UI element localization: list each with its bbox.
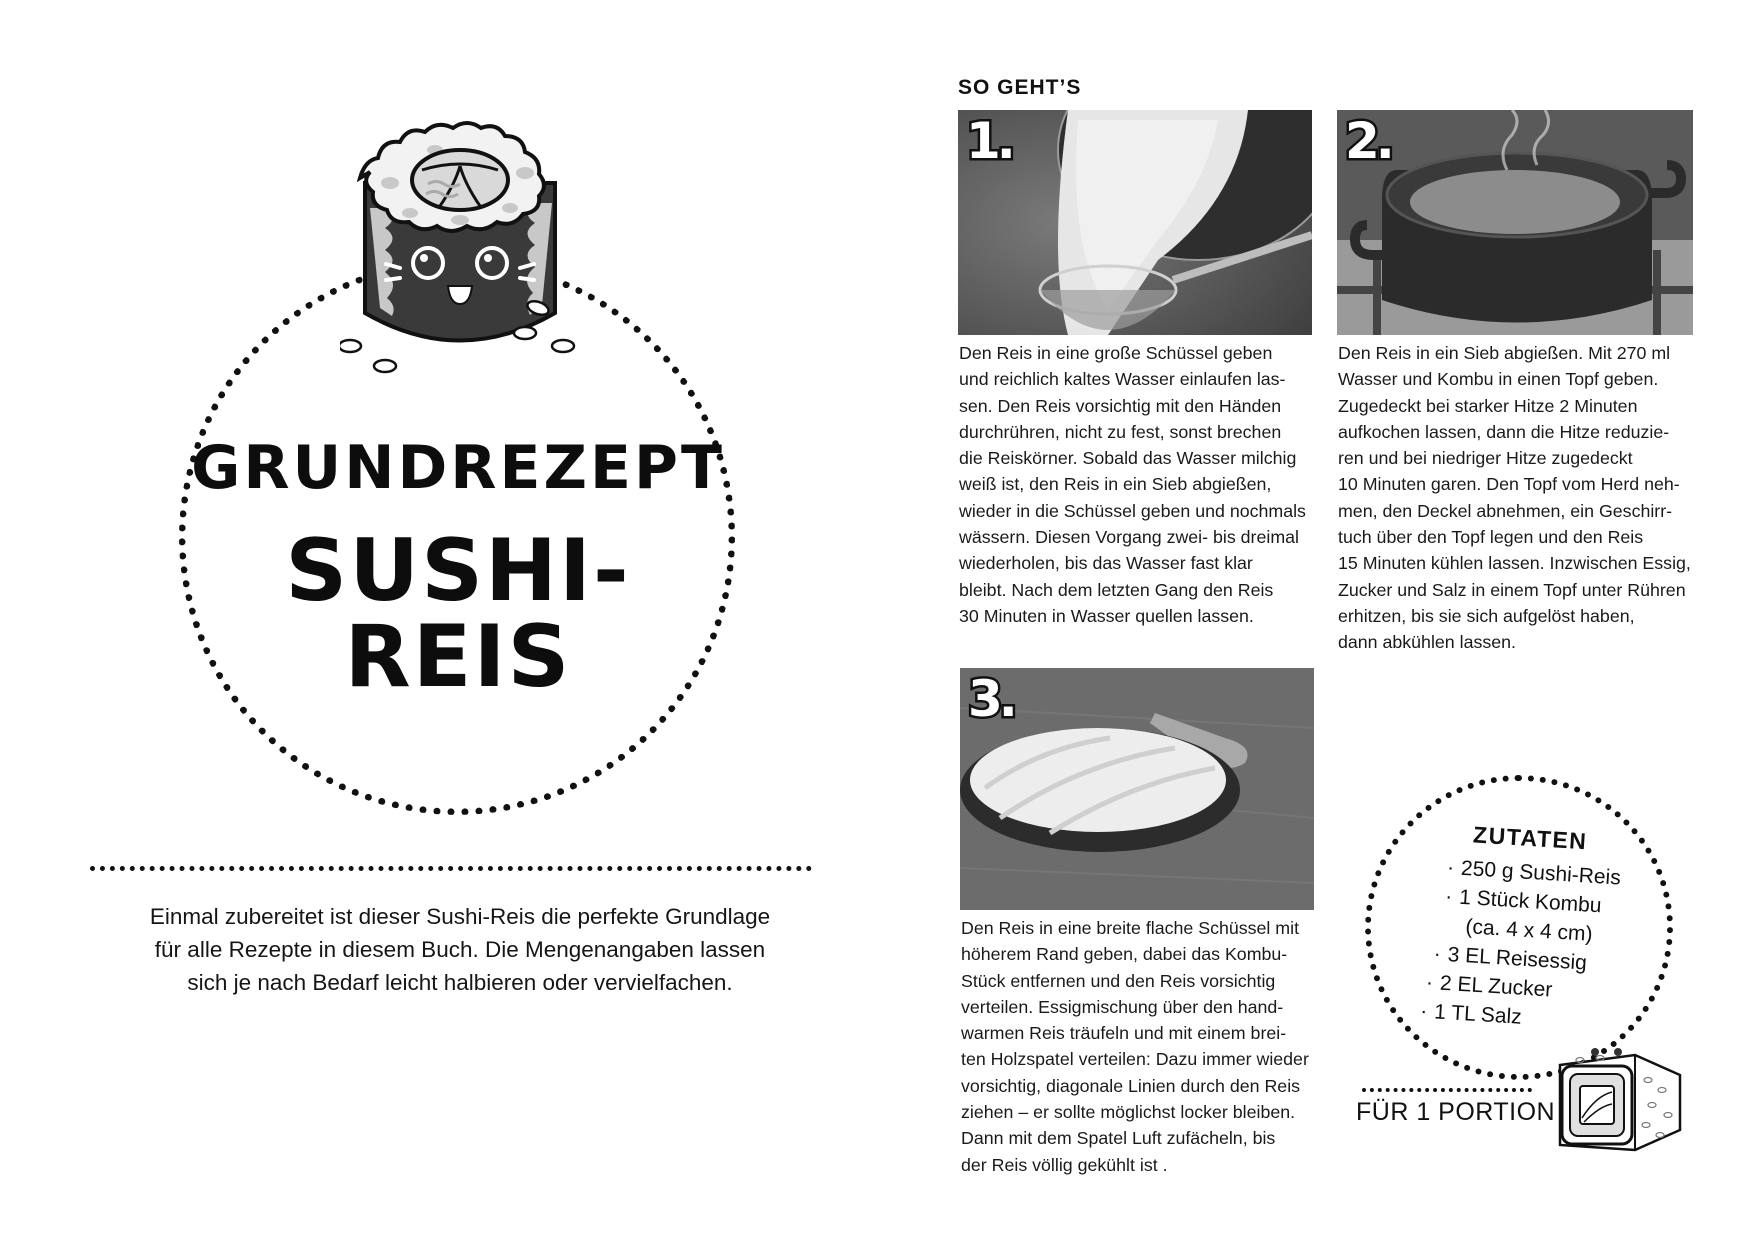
section-heading: SO GEHT’S bbox=[958, 76, 1082, 99]
step-2-photo bbox=[1337, 110, 1693, 335]
ingredients-list bbox=[1419, 853, 1707, 1043]
ingredient-text: 1 Stück Kombu bbox=[1458, 885, 1603, 918]
text-line: erhitzen, bis sie sich aufgelöst haben, bbox=[1338, 605, 1635, 626]
text-line: höherem Rand geben, dabei das Kombu- bbox=[961, 944, 1288, 965]
text-line: ten Holzspatel verteilen: Dazu immer wieder bbox=[961, 1049, 1309, 1070]
portion-dotted-line bbox=[1362, 1088, 1532, 1092]
text-line: vorsichtig, diagonale Linien durch den Reis bbox=[961, 1075, 1301, 1096]
text-line: Den Reis in eine breite flache Schüssel mit bbox=[961, 918, 1300, 938]
bullet-icon: · bbox=[1446, 855, 1455, 880]
intro-line: sich je nach Bedarf leicht halbieren oder vervielfachen. bbox=[187, 970, 733, 995]
text-line: ren und bei niedriger Hitze zugedeckt bbox=[1338, 448, 1633, 469]
text-line: Zugedeckt bei starker Hitze 2 Minuten bbox=[1338, 395, 1638, 416]
bullet-icon: · bbox=[1444, 884, 1454, 909]
text-line: 15 Minuten kühlen lassen. Inzwischen Essig, bbox=[1338, 553, 1691, 574]
text-line: Stück entfernen und den Reis vorsichtig bbox=[961, 970, 1276, 991]
text-line: die Reiskörner. Sobald das Wasser milchig bbox=[959, 448, 1297, 469]
sushi-roll-mascot-icon bbox=[340, 88, 580, 378]
ingredient-text: 250 g Sushi-Reis bbox=[1460, 856, 1622, 890]
text-line: sen. Den Reis vorsichtig mit den Händen bbox=[959, 395, 1282, 416]
text-line: Den Reis in ein Sieb abgießen. Mit 270 ml bbox=[1338, 343, 1671, 363]
bullet-icon: · bbox=[1433, 942, 1442, 966]
step-3-photo bbox=[960, 668, 1314, 910]
text-line: tuch über den Topf legen und den Reis bbox=[1338, 527, 1644, 548]
recipe-title-line2: SUSHI-REIS bbox=[285, 521, 631, 707]
text-line: ziehen – er sollte möglichst locker bleiben. bbox=[961, 1102, 1296, 1123]
text-line: und reichlich kaltes Wasser einlaufen las- bbox=[959, 369, 1286, 390]
text-line: der Reis völlig gekühlt ist . bbox=[961, 1154, 1168, 1175]
text-line: men, den Deckel abnehmen, ein Geschirr- bbox=[1338, 500, 1673, 521]
text-line: weiß ist, den Reis in ein Sieb abgießen, bbox=[959, 474, 1272, 495]
bullet-icon: · bbox=[1425, 970, 1434, 995]
text-line: bleibt. Nach dem letzten Gang den Reis bbox=[959, 579, 1274, 600]
text-line: verteilen. Essigmischung über den hand- bbox=[961, 996, 1284, 1017]
bullet-icon: · bbox=[1419, 999, 1428, 1023]
ingredients-box bbox=[1419, 820, 1709, 1042]
text-line: warmen Reis träufeln und mit einem brei- bbox=[961, 1023, 1287, 1044]
text-line: Den Reis in eine große Schüssel geben bbox=[959, 343, 1273, 363]
sushi-piece-icon bbox=[1540, 1030, 1690, 1155]
step-1-text bbox=[959, 340, 1309, 629]
ingredient-text: (ca. 4 x 4 cm) bbox=[1464, 915, 1594, 946]
portion-label: FÜR 1 PORTION bbox=[1356, 1098, 1556, 1126]
ingredient-text: 3 EL Reisessig bbox=[1447, 943, 1588, 975]
intro-paragraph bbox=[90, 900, 830, 999]
step-3-text bbox=[961, 915, 1321, 1178]
intro-line: für alle Rezepte in diesem Buch. Die Mengenangaben lassen bbox=[154, 937, 766, 962]
text-line: wässern. Diesen Vorgang zwei- bis dreimal bbox=[959, 527, 1299, 548]
ingredient-text: 1 TL Salz bbox=[1433, 1000, 1523, 1029]
step-number-2: 2. bbox=[1345, 112, 1391, 170]
recipe-title-line1: GRUNDREZEPT bbox=[191, 433, 725, 503]
text-line: Zucker und Salz in einem Topf unter Rühren bbox=[1338, 579, 1686, 600]
step-1-photo bbox=[958, 110, 1312, 335]
step-number-3: 3. bbox=[968, 670, 1014, 728]
ingredients-title: ZUTATEN bbox=[1472, 821, 1589, 855]
text-line: wiederholen, bis das Wasser fast klar bbox=[959, 553, 1253, 574]
text-line: durchrühren, nicht zu fest, sonst brechen bbox=[959, 421, 1282, 442]
step-number-1: 1. bbox=[966, 112, 1012, 170]
intro-line: Einmal zubereitet ist dieser Sushi-Reis die perfekte Grundlage bbox=[149, 904, 771, 929]
text-line: 10 Minuten garen. Den Topf vom Herd neh- bbox=[1338, 474, 1680, 495]
text-line: wieder in die Schüssel geben und nochmals bbox=[959, 500, 1306, 521]
ingredient-text: 2 EL Zucker bbox=[1439, 971, 1553, 1002]
text-line: Dann mit dem Spatel Luft zufächeln, bis bbox=[961, 1128, 1276, 1149]
step-2-text bbox=[1338, 340, 1692, 656]
text-line: Wasser und Kombu in einen Topf geben. bbox=[1338, 369, 1659, 390]
text-line: dann abkühlen lassen. bbox=[1338, 632, 1516, 653]
text-line: aufkochen lassen, dann die Hitze reduzie- bbox=[1338, 421, 1670, 442]
dotted-divider bbox=[90, 866, 812, 871]
text-line: 30 Minuten in Wasser quellen lassen. bbox=[959, 605, 1254, 626]
